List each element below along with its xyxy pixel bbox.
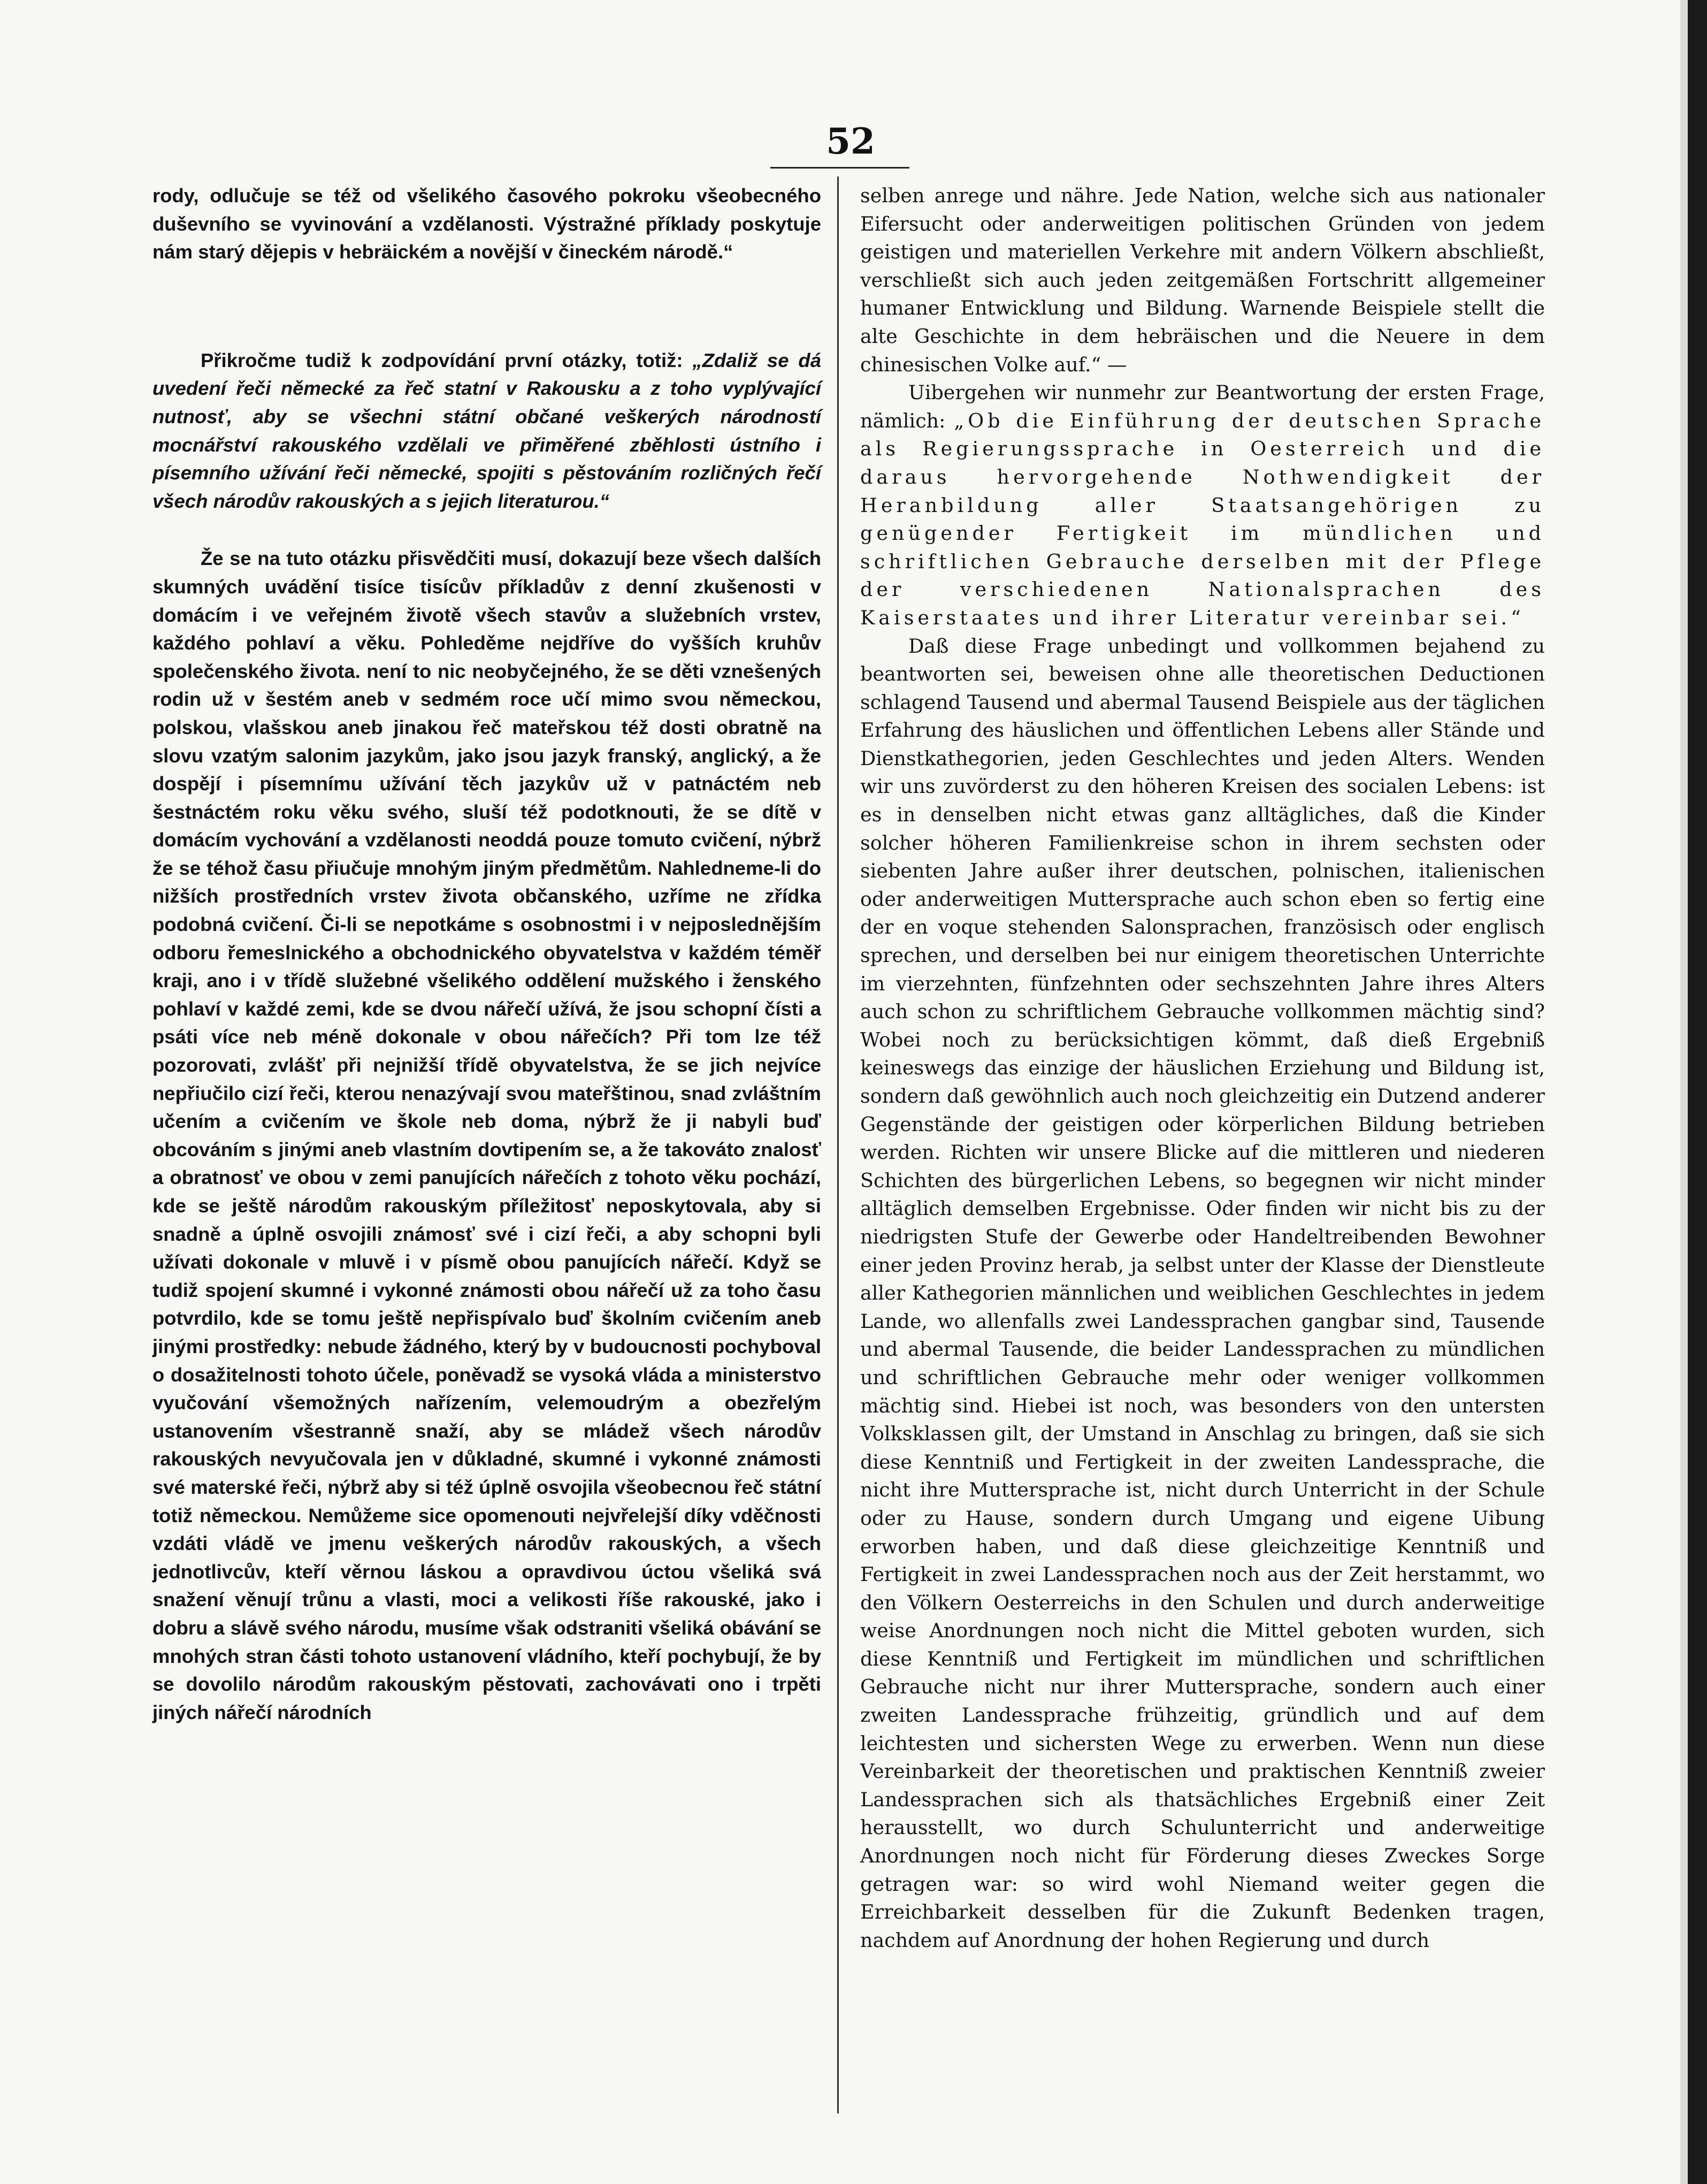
german-question-lead: Uibergehen wir nunmehr zur Beantwortung der ersten Frage, nämlich: (860, 381, 1545, 432)
czech-column (152, 182, 821, 1727)
page-number-rule (770, 167, 909, 169)
czech-question-text: „Zdaliž se dá uvedení řeči německé za řeč statní v Rakousku a z toho vyplývající nutnosť, aby se všechni státní občané veškerých národností mocnářství rakouského vzdělali ve přiměřené zběhlosti ústního i písemního užívání řeči německé, spojiti s pěstováním rozličných řečí všech národův rakouských a s jejich literaturou.“ (152, 349, 821, 512)
german-answer-paragraph: Daß diese Frage unbedingt und vollkommen bejahend zu beantworten sei, beweisen ohne alle theoretischen Deductionen schlagend Tausend und abermal Tausend Beispiele aus der täglichen Erfahrung des häuslichen und öffentlichen Lebens aller Stände und Dienstkathegorien, jeden Geschlechtes und jeden Alters. Wenden wir uns zuvörderst zu den höheren Kreisen des socialen Lebens: ist es in denselben nicht etwas ganz alltägliches, daß die Kinder solcher höheren Familienkreise schon in ihrem sechsten oder siebenten Jahre außer ihrer deutschen, polnischen, italienischen oder anderweitigen Muttersprache auch schon eben so fertig eine der en voque stehenden Salonsprachen, französisch oder englisch sprechen, und derselben bei nur einigem theoretischen Unterrichte im vierzehnten, fünfzehnten oder sechszehnten Jahre ihres Alters auch schon zu schriftlichem Gebrauche vollkommen mächtig sind? Wobei noch zu berücksichtigen kömmt, daß dieß Ergebniß keineswegs das einzige der häuslichen Erziehung und Bildung ist, sondern daß gewöhnlich auch noch gleichzeitig ein Dutzend anderer Gegenstände der geistigen oder körperlichen Bildung betrieben werden. Richten wir unsere Blicke auf die mittleren und niederen Schichten des bürgerlichen Lebens, so begegnen wir nicht minder alltäglich demselben Ergebnisse. Oder finden wir nicht bis zu der niedrigsten Stufe der Gewerbe oder Handeltreibenden Bewohner einer jeden Provinz herab, ja selbst unter der Klasse der Dienstleute aller Kathegorien männlichen und weiblichen Geschlechtes in jedem Lande, wo allenfalls zwei Landessprachen gangbar sind, Tausende und abermal Tausende, die beider Landessprachen zu mündlichen und schriftlichen Gebrauche mehr oder weniger vollkommen mächtig sind. Hiebei ist noch, was besonders von den untersten Volksklassen gilt, der Umstand in Anschlag zu bringen, daß sie sich diese Kenntniß und Fertigkeit in der zweiten Landessprache, die nicht ihre Muttersprache ist, nicht durch Unterricht in der Schule oder zu Hause, sondern durch Umgang und eigene Uibung erworben haben, und daß diese gleichzeitige Kenntniß und Fertigkeit in zwei Landessprachen noch aus der Zeit herstammt, wo den Völkern Oesterreichs in den Schulen und durch anderweitige weise Anordnungen noch nicht die Mittel geboten wurden, sich diese Kenntniß und Fertigkeit im mündlichen und schriftlichen Gebrauche nicht nur ihrer Muttersprache, sondern auch einer zweiten Landessprache frühzeitig, gründlich und auf dem leichtesten und sichersten Wege zu erwerben. Wenn nun diese Vereinbarkeit der theoretischen und praktischen Kenntniß zweier Landessprachen sich als thatsächliches Ergebniß einer Zeit herausstellt, wo durch Schulunterricht und anderweitige Anordnungen noch nicht für Förderung dieses Zweckes Sorge getragen war: so wird wohl Niemand weiter gegen die Erreichbarkeit desselben für die Zukunft Bedenken tragen, nachdem auf Anordnung der hohen Regierung und durch (860, 634, 1545, 1952)
czech-question-paragraph (152, 347, 821, 516)
column-divider (837, 177, 839, 2113)
czech-answer-paragraph: Že se na tuto otázku přisvědčiti musí, dokazují beze všech dalších skumných uvádění tisíce tisícův příkladův z denní zkušenosti v domácím i ve veřejném životě všech stavův a služebních vrstev, každého pohlaví a věku. Pohleděme nejdříve do vyšších kruhův společenského života. není to nic neobyčejného, že se děti vznešených rodin už v šestém aneb v sedmém roce učí mimo svou německou, polskou, vlašskou aneb jinakou řeč mateřskou též dosti obratně na slovu vzatým salonim jazykům, jako jsou jazyk franský, anglický, a že dospějí i písemnímu užívání těch jazykův už v patnáctém neb šestnáctém roku věku svého, sluší též podotknouti, že se dítě v domácím vychování a vzdělanosti neoddá pouze tomuto cvičení, nýbrž že se téhož času přiučuje mnohým jiným předmětům. Nahledneme-li do nižších prostředních vrstev života občanského, uzříme ne zřídka podobná cvičení. Či-li se nepotkáme s osobnostmi i v nejposlednějším odboru řemeslnického a obchodnického obyvatelstva v každém téměř kraji, ano i v třídě služebné všelikého oddělení mužského i ženského pohlaví v každé zemi, kde se dvou nářečí užívá, že jsou schopní čísti a psáti více neb méně dokonale v obou nářečích? Při tom lze též pozorovati, zvlášť při nejnižší třídě obyvatelstva, že se jich nejvíce nepřiučilo cizí řeči, kterou nenazývají svou mateřštinou, snad zvláštním učením a cvičením ve škole neb doma, nýbrž že ji nabyli buď obcováním s jinými aneb vlastním dovtipením se, a že takováto znalosť a obratnosť ve obou v zemi panujících nářečích z tohoto věku pochází, kde se ještě národům rakouským příležitosť neposkytovala, aby si snadně a úplně osvojili známosť své i cizí řeči, a aby schopni byli užívati dokonale v mluvě i v písmě obou panujících nářečí. Když se tudiž spojení skumné i vykonné známosti obou nářečí už za toho času potvrdilo, kde se tomu ještě nepřispívalo buď školním cvičením aneb jinými prostředky: nebude žádného, který by v budoucnosti pochyboval o dosažitelnosti tohoto účele, poněvadž se vysoká vláda a ministerstvo vyučování všemožných nařízením, velemoudrým a obezřelým ustanovením všestranně snaží, aby se mládež všech národův rakouských nevyučovala jen v důkladné, skumné i vykonné známosti své materské řeči, nýbrž aby si též úplně osvojila všeobecnou řeč státní totiž německou. Nemůžeme sice opomenouti nejvřelejší díky vděčnosti vzdáti vládě ve jmenu veškerých národův rakouských, a všech jednotlivcův, kteří věrnou láskou a opravdivou úctou všeliká svá snažení věnují trůnu a vlasti, moci a velikosti říše rakouské, jako i dobru a slávě svého národu, musíme však odstraniti všeliká obávání se mnohých stran části tohoto ustanovení vládního, kteří pochybují, že by se dovolilo národům rakouským pěstovati, zachovávati ono i trpěti jiných nářečí národních (152, 547, 821, 1723)
page-number: 52 (826, 120, 875, 162)
czech-paragraph-continued: rody, odlučuje se též od všelikého časového pokroku všeobecného duševního se vyvinování a vzdělanosti. Výstražné příklady poskytuje nám starý dějepis v hebräickém a novější v čineckém národě.“ (152, 185, 821, 263)
german-column (860, 182, 1545, 1954)
german-question-paragraph (860, 379, 1545, 632)
german-question-text: „Ob die Einführung der deutschen Sprache als Regierungssprache in Oesterreich und die daraus hervorgehende Nothwendigkeit der Heranbildung aller Staatsangehörigen zu genügender Fertigkeit im mündlichen und schriftlichen Gebrauche derselben mit der Pflege der verschiedenen Nationalsprachen des Kaiserstaates und ihrer Literatur vereinbar sei.“ (860, 409, 1545, 629)
czech-question-lead: Přikročme tudiž k zodpovídání první otázky, totiž: (201, 349, 683, 371)
scan-inner-edge (1680, 0, 1688, 2184)
german-paragraph-continued: selben anrege und nähre. Jede Nation, welche sich aus nationaler Eifersucht oder anderweitigen politischen Gründen von jedem geistigen und materiellen Verkehre mit andern Völkern abschließt, verschließt sich auch jeden zeitgemäßen Fortschritt allgemeiner humaner Entwicklung und Bildung. Warnende Beispiele stellt die alte Geschichte in dem hebräischen und die Neuere in dem chinesischen Volke auf.“ — (860, 184, 1545, 376)
scan-dark-edge (1688, 0, 1707, 2184)
